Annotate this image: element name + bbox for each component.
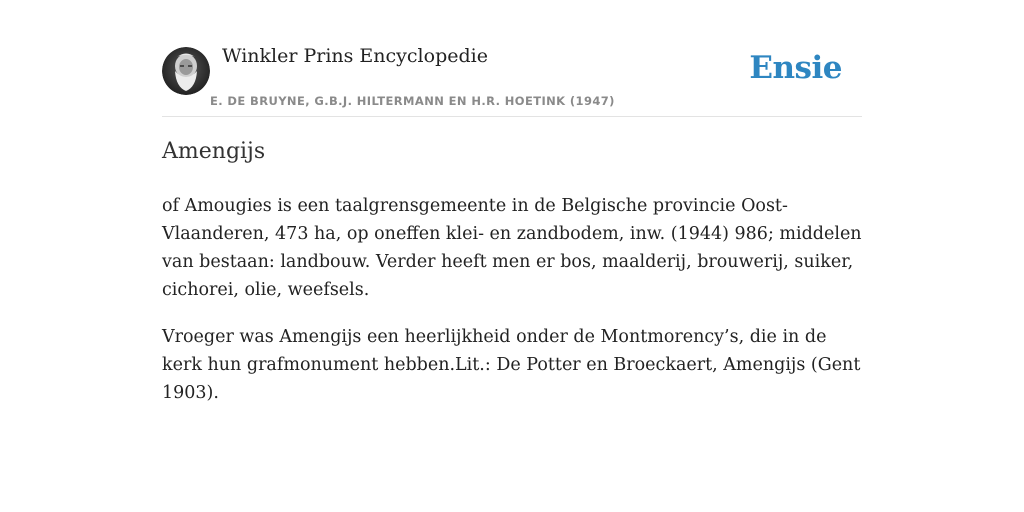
page-container <box>162 0 862 403</box>
source-title[interactable]: Winkler Prins Encyclopedie <box>222 45 488 67</box>
paragraph: Vroeger was Amengijs een heerlijkheid onder de Montmorency’s, die in de kerk hun grafmonument hebben.Lit.: De Potter en Broeckaert, Amengijs (Gent 1903). <box>162 327 861 403</box>
ensie-logo[interactable]: Ensie <box>749 50 842 86</box>
portrait-icon <box>162 47 210 95</box>
entry-body <box>162 192 867 426</box>
paragraph: of Amougies is een taalgrensgemeente in de Belgische provincie Oost-Vlaanderen, 473 ha, op oneffen klei- en zandbodem, inw. (1944) 986; middelen van bestaan: landbouw. Verder heeft men er bos, maalderij, brouwerij, suiker, cichorei, olie, weefsels. <box>162 196 862 300</box>
authors-line: E. DE BRUYNE, G.B.J. HILTERMANN EN H.R. HOETINK (1947) <box>210 94 615 108</box>
author-avatar <box>162 47 210 95</box>
source-header <box>162 0 862 117</box>
entry-title: Amengijs <box>162 139 266 164</box>
